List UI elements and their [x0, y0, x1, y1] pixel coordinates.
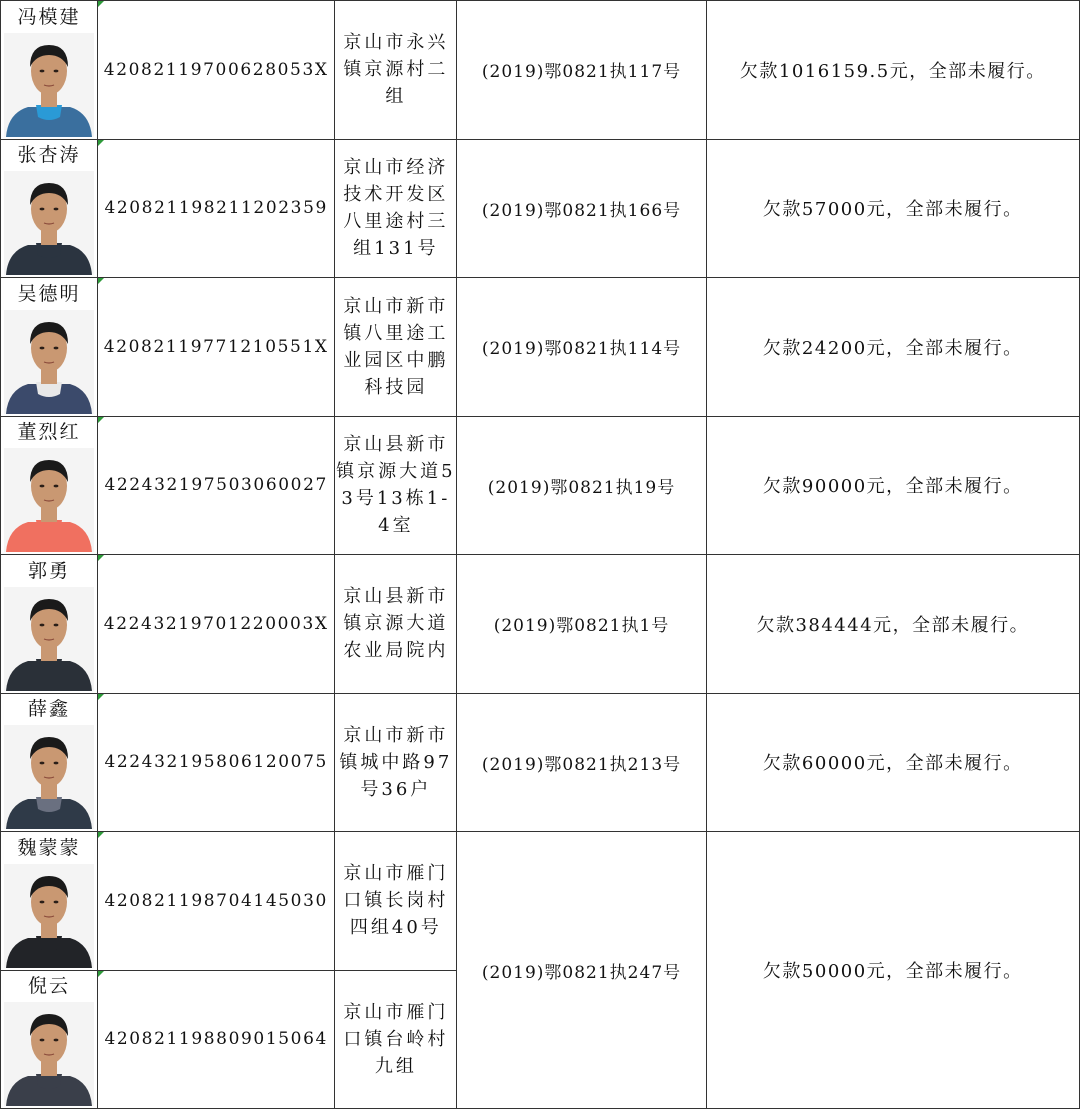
case-number-cell: (2019)鄂0821执19号 — [457, 416, 706, 555]
case-number-cell: (2019)鄂0821执213号 — [457, 693, 706, 832]
id-number: 42243219701220003X — [103, 613, 329, 634]
cell-marker — [98, 1, 104, 7]
id-number: 42082119771210551X — [103, 336, 329, 357]
table-row — [1, 832, 1080, 971]
address-cell: 京山市永兴镇京源村二组 — [335, 1, 457, 140]
address-cell: 京山县新市镇京源大道农业局院内 — [335, 555, 457, 694]
portrait-photo — [4, 33, 94, 137]
portrait-eye — [40, 69, 45, 72]
id-number: 420821198211202359 — [104, 198, 328, 219]
address-cell: 京山市雁门口镇台岭村九组 — [335, 970, 457, 1109]
portrait-photo — [4, 1002, 94, 1106]
portrait-photo — [4, 587, 94, 691]
person-cell — [1, 416, 98, 555]
portrait-eye — [40, 762, 45, 765]
portrait-eye — [40, 1039, 45, 1042]
table-row — [1, 555, 1080, 694]
portrait-collar — [36, 659, 62, 674]
debt-status-cell: 欠款384444元，全部未履行。 — [706, 555, 1079, 694]
person-cell — [1, 970, 98, 1109]
portrait-eye — [54, 623, 59, 626]
cell-marker — [98, 971, 104, 977]
table-row — [1, 278, 1080, 417]
portrait-eye — [54, 485, 59, 488]
cell-marker — [98, 832, 104, 838]
debt-status-cell: 欠款50000元，全部未履行。 — [706, 832, 1079, 1109]
id-number: 422432195806120075 — [104, 752, 328, 773]
person-name: 冯模建 — [17, 5, 81, 28]
debt-status-cell: 欠款60000元，全部未履行。 — [706, 693, 1079, 832]
address-cell: 京山市新市镇城中路97号36户 — [335, 693, 457, 832]
case-number-cell: (2019)鄂0821执114号 — [457, 278, 706, 417]
portrait-eye — [40, 485, 45, 488]
portrait-eye — [40, 623, 45, 626]
person-cell — [1, 278, 98, 417]
person-cell — [1, 139, 98, 278]
portrait-photo — [4, 864, 94, 968]
person-name: 薛鑫 — [28, 698, 71, 721]
id-number: 42082119700628053X — [103, 59, 329, 80]
address-cell: 京山市经济技术开发区八里途村三组131号 — [335, 139, 457, 278]
portrait-eye — [54, 900, 59, 903]
portrait-eye — [54, 208, 59, 211]
id-number-cell — [98, 416, 335, 555]
id-number-cell — [98, 278, 335, 417]
portrait-collar — [36, 105, 62, 120]
debt-status-cell: 欠款90000元，全部未履行。 — [706, 416, 1079, 555]
cell-marker — [98, 140, 104, 146]
portrait-collar — [36, 243, 62, 258]
portrait-collar — [36, 1074, 62, 1089]
table-row — [1, 1, 1080, 140]
table-row — [1, 416, 1080, 555]
debt-status-cell: 欠款57000元，全部未履行。 — [706, 139, 1079, 278]
debt-status-cell: 欠款1016159.5元，全部未履行。 — [706, 1, 1079, 140]
portrait-eye — [54, 69, 59, 72]
portrait-eye — [54, 1039, 59, 1042]
id-number: 420821198809015064 — [104, 1029, 328, 1050]
cell-marker — [98, 555, 104, 561]
debt-status-cell: 欠款24200元，全部未履行。 — [706, 278, 1079, 417]
case-number-cell: (2019)鄂0821执166号 — [457, 139, 706, 278]
portrait-eye — [54, 346, 59, 349]
id-number-cell — [98, 555, 335, 694]
person-name: 董烈红 — [17, 421, 81, 444]
cell-marker — [98, 694, 104, 700]
id-number: 420821198704145030 — [104, 890, 328, 911]
case-number-cell: (2019)鄂0821执1号 — [457, 555, 706, 694]
person-name: 吴德明 — [17, 282, 81, 305]
person-name: 郭勇 — [28, 559, 71, 582]
case-number-cell: (2019)鄂0821执247号 — [457, 832, 706, 1109]
person-cell — [1, 832, 98, 971]
person-name: 魏蒙蒙 — [17, 836, 81, 859]
table-row — [1, 139, 1080, 278]
id-number-cell — [98, 139, 335, 278]
portrait-photo — [4, 310, 94, 414]
portrait-collar — [36, 382, 62, 397]
portrait-photo — [4, 448, 94, 552]
person-cell — [1, 555, 98, 694]
portrait-eye — [40, 900, 45, 903]
person-name: 张杏涛 — [17, 144, 81, 167]
portrait-collar — [36, 936, 62, 951]
person-cell — [1, 693, 98, 832]
address-cell: 京山县新市镇京源大道53号13栋1-4室 — [335, 416, 457, 555]
id-number-cell — [98, 693, 335, 832]
id-number-cell — [98, 832, 335, 971]
id-number: 422432197503060027 — [104, 475, 328, 496]
cell-marker — [98, 278, 104, 284]
address-cell: 京山市新市镇八里途工业园区中鹏科技园 — [335, 278, 457, 417]
person-name: 倪云 — [28, 975, 71, 998]
portrait-eye — [54, 762, 59, 765]
case-number-cell: (2019)鄂0821执117号 — [457, 1, 706, 140]
portrait-collar — [36, 797, 62, 812]
person-cell — [1, 1, 98, 140]
cell-marker — [98, 417, 104, 423]
portrait-photo — [4, 171, 94, 275]
table-row — [1, 693, 1080, 832]
id-number-cell — [98, 1, 335, 140]
address-cell: 京山市雁门口镇长岗村四组40号 — [335, 832, 457, 971]
portrait-eye — [40, 346, 45, 349]
portrait-photo — [4, 725, 94, 829]
id-number-cell — [98, 970, 335, 1109]
portrait-eye — [40, 208, 45, 211]
portrait-collar — [36, 520, 62, 535]
